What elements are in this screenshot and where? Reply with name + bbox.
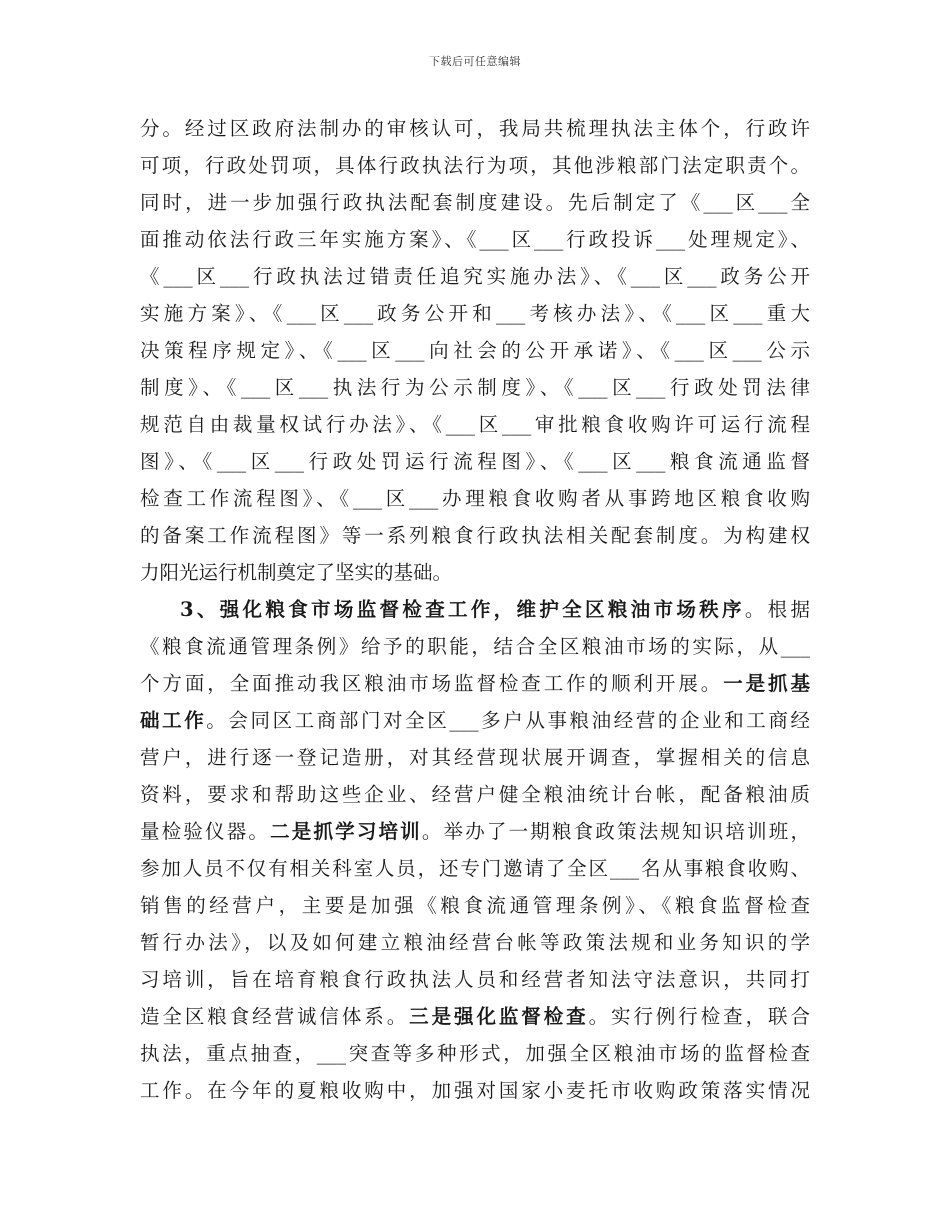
text-line [140, 739, 810, 776]
body-text: 决策程序规定》、《___区___向社会的公开承诺》、《___区___公示 [140, 339, 810, 362]
body-text: 实施方案》、《___区___政务公开和___考核办法》、《___区___重大 [140, 302, 810, 325]
body-text: 习培训，旨在培育粮食行政执法人员和经营者知法守法意识，共同打 [140, 968, 810, 991]
text-line [140, 258, 810, 295]
text-line [140, 1072, 810, 1109]
bold-heading-text: 3、强化粮食市场监督检查工作，维护全区粮油市场秩序 [180, 598, 745, 621]
body-text: 。根据 [744, 598, 810, 621]
body-text: 。举办了一期粮食政策法规知识培训班， [421, 820, 810, 843]
text-line [140, 295, 810, 332]
body-text: 《粮食流通管理条例》给予的职能，结合全区粮油市场的实际，从___ [140, 635, 810, 658]
text-line [140, 628, 810, 665]
text-line [140, 554, 810, 591]
body-text: 制度》、《___区___执法行为公示制度》、《___区___行政处罚法律 [140, 376, 810, 399]
text-line [140, 591, 810, 628]
body-text: 销售的经营户，主要是加强《粮食流通管理条例》、《粮食监督检查 [140, 894, 810, 917]
text-line [140, 961, 810, 998]
body-text: 《___区___行政执法过错责任追究实施办法》、《___区___政务公开 [140, 265, 810, 288]
text-line [140, 406, 810, 443]
body-text: 图》、《___区___行政处罚运行流程图》、《___区___粮食流通监督 [140, 450, 810, 473]
text-line [140, 184, 810, 221]
text-line [140, 887, 810, 924]
text-line [140, 517, 810, 554]
body-text: 资料，要求和帮助这些企业、经营户健全粮油统计台帐，配备粮油质 [140, 783, 810, 806]
body-text: 。会同区工商部门对全区___多户从事粮油经营的企业和工商经 [206, 709, 810, 732]
text-line [140, 221, 810, 258]
body-text: 执法，重点抽查，___突查等多种形式，加强全区粮油市场的监督检查 [140, 1042, 810, 1065]
body-text: 参加人员不仅有相关科室人员，还专门邀请了全区___名从事粮食收购、 [140, 857, 810, 880]
text-line [140, 369, 810, 406]
text-line [140, 924, 810, 961]
body-text: 暂行办法》，以及如何建立粮油经营台帐等政策法规和业务知识的学 [140, 931, 810, 954]
body-text: 力阳光运行机制奠定了坚实的基础。 [140, 561, 453, 584]
text-line [140, 813, 810, 850]
bold-heading-text: 二是抓学习培训 [270, 820, 422, 843]
body-text: 。实行例行检查，联合 [588, 1005, 810, 1028]
text-line [140, 665, 810, 702]
text-line [140, 702, 810, 739]
body-text: 工作。在今年的夏粮收购中，加强对国家小麦托市收购政策落实情况 [140, 1079, 810, 1102]
body-text: 检查工作流程图》、《___区___办理粮食收购者从事跨地区粮食收购 [140, 487, 810, 510]
body-text: 营户，进行逐一登记造册，对其经营现状展开调查，掌握相关的信息 [140, 746, 810, 769]
text-line [140, 776, 810, 813]
text-line [140, 850, 810, 887]
text-line [140, 443, 810, 480]
body-text: 分。经过区政府法制办的审核认可，我局共梳理执法主体个，行政许 [140, 117, 810, 140]
text-line [140, 147, 810, 184]
page-header: 下载后可任意编辑 [429, 55, 521, 68]
body-text: 量检验仪器。 [140, 820, 271, 843]
text-line [140, 332, 810, 369]
body-text: 面推动依法行政三年实施方案》、《___区___行政投诉___处理规定》、 [140, 228, 810, 251]
body-text: 造全区粮食经营诚信体系。 [140, 1005, 410, 1028]
text-line [140, 998, 810, 1035]
bold-heading-text: 础工作 [140, 709, 207, 732]
body-text: 的备案工作流程图》等一系列粮食行政执法相关配套制度。为构建权 [140, 524, 810, 547]
text-line [140, 1035, 810, 1072]
body-text: 可项，行政处罚项，具体行政执法行为项，其他涉粮部门法定职责个。 [140, 154, 810, 177]
body-text: 规范自由裁量权试行办法》、《___区___审批粮食收购许可运行流程 [140, 413, 810, 436]
body-text: 个方面，全面推动我区粮油市场监督检查工作的顺利开展。 [140, 672, 724, 695]
body-text: 同时，进一步加强行政执法配套制度建设。先后制定了《___区___全 [140, 191, 810, 214]
text-line [140, 480, 810, 517]
document-body [140, 110, 810, 1109]
bold-heading-text: 一是抓基 [723, 672, 810, 695]
text-line [140, 110, 810, 147]
bold-heading-text: 三是强化监督检查 [409, 1005, 589, 1028]
